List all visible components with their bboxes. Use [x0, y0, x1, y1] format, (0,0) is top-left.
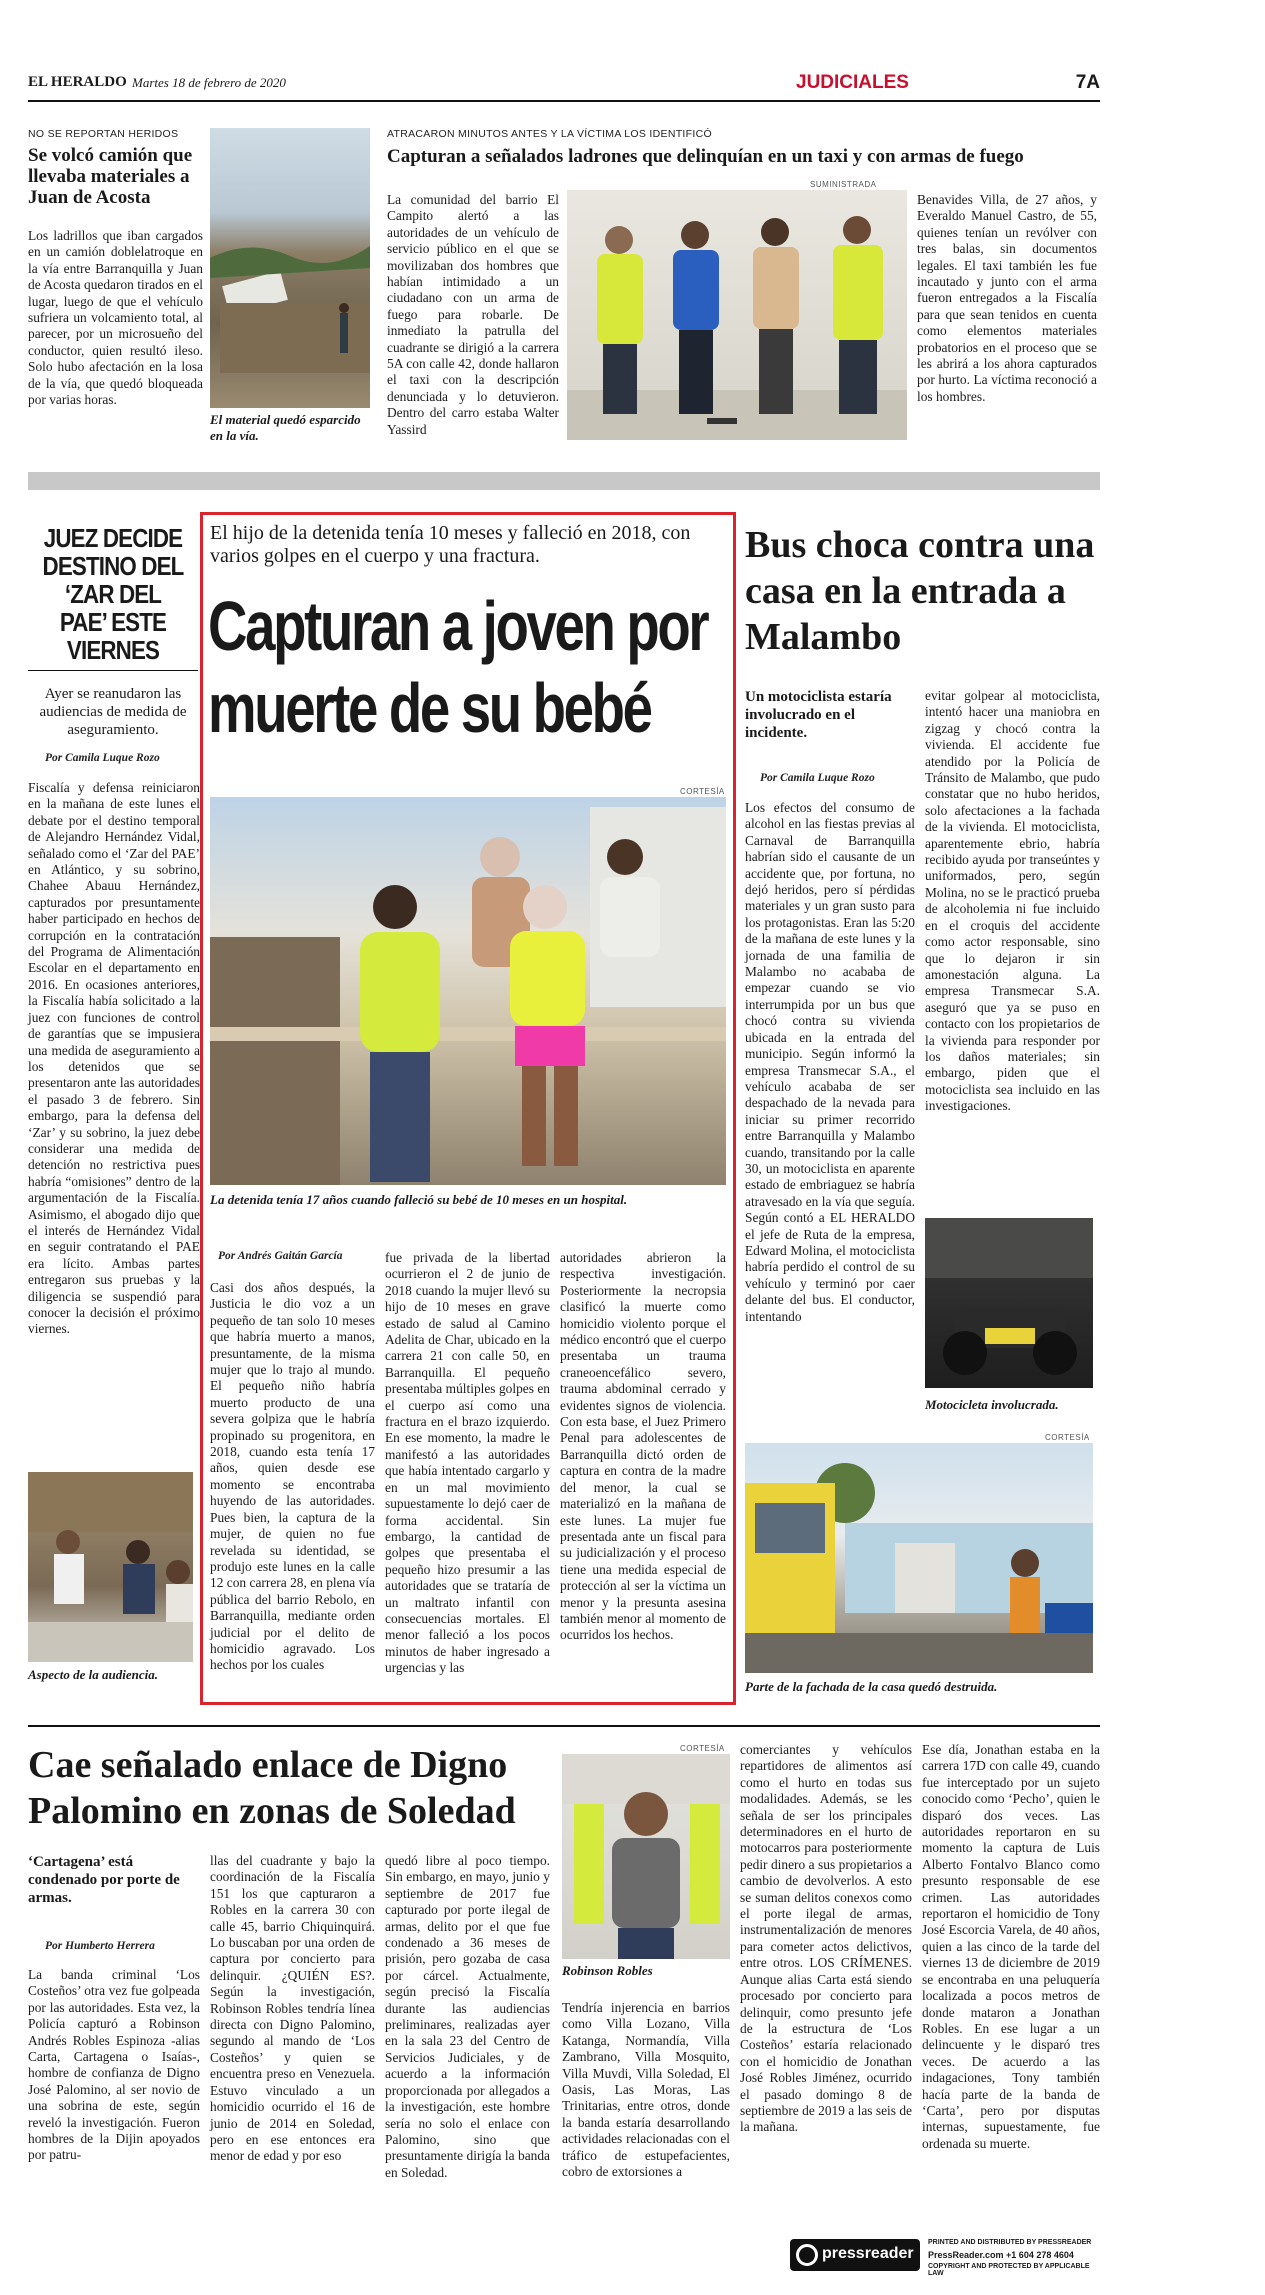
bebe-deck: El hijo de la detenida tenía 10 meses y falleció en 2018, con varios golpes en el cuerpo y una fractura. [210, 522, 691, 567]
footer-line-3: COPYRIGHT AND PROTECTED BY APPLICABLE LAW [928, 2263, 1090, 2277]
bus-deck: Un motociclista estaría involucrado en el incidente. [745, 689, 892, 741]
truck-kicker: NO SE REPORTAN HERIDOS [28, 128, 179, 140]
juez-caption: Aspecto de la audiencia. [28, 1667, 158, 1682]
bebe-photo-art [210, 797, 726, 1185]
taxi-kicker: ATRACARON MINUTOS ANTES Y LA VÍCTIMA LOS IDENTIFICÓ [387, 128, 712, 140]
taxi-photo-credit: SUMINISTRADA [810, 180, 877, 189]
bus-byline: Por Camila Luque Rozo [760, 772, 875, 784]
header-rule [28, 100, 1100, 102]
truck-headline: Se volcó camión que llevaba materiales a Juan de Acosta [28, 145, 193, 208]
issue-date: Martes 18 de febrero de 2020 [132, 75, 286, 90]
juez-rule [28, 670, 198, 671]
juez-headline: JUEZ DECIDE DESTINO DEL ‘ZAR DEL PAE’ ESTE VIERNES [42, 523, 184, 665]
bebe-byline: Por Andrés Gaitán García [218, 1250, 343, 1262]
pressreader-logo [790, 2239, 920, 2271]
palomino-col5: comerciantes y vehículos repartidores de alimentos así como el hurto en todas sus modalidades. Además, se les señala de ser los principales determinadores en el hurto de motocarros para posteriormente pedir dinero a sus propietarios a cambio de devolverlos. A esto se suman delitos conexos como el porte ilegal de armas, instrumentalización de menores para cometer actos delictivos, entre otros. LOS CRÍMENES. Aunque alias Carta está siendo procesado por concierto para delinquir, como presunto jefe de la estructura de ‘Los Costeños’ estaría relacionado con el homicidio de Jonathan José Robles Jiménez, ocurrido el pasado domingo 8 de septiembre de 2019 a las seis de la mañana. [740, 1742, 912, 2135]
palomino-photo-credit: CORTESÍA [680, 1744, 725, 1753]
palomino-col2: llas del cuadrante y bajo la coordinación de la Fiscalía 151 los que capturaron a Robles en la carrera 30 con calle 45, barrio Chiquinquirá. Lo buscaban por una orden de captura por concierto para delinquir. ¿QUIÉN ES?. Según la investigación, Robinson Robles tendría línea directa con Digno Palomino, segundo al mando de ‘Los Costeños’ y quien se encuentra preso en Venezuela. Estuvo vinculado a un homicidio ocurrido el 16 de junio de 2014 en Soledad, pero en ese entonces era menor de edad y por eso [210, 1853, 375, 2164]
bebe-col3: autoridades abrieron la respectiva investigación. Posteriormente la necropsia clasificó la muerte como homicidio violento porque el médico encontró que el cuerpo presentaba un trauma craneoencefálico severo, trauma abdominal cerrado y evidentes signos de violencia. Con esta base, el Juez Primero Penal para adolescentes de Barranquilla dictó orden de captura en contra de la madre del menor, la cual se materializó en la mañana de este lunes. La mujer fue presentada ante un fiscal para su judicialización y el proceso tiene una medida especial de protección al ser la víctima un menor y la presunta asesina también menor al momento de ocurridos los hechos. [560, 1250, 726, 1643]
juez-photo-art [28, 1472, 193, 1662]
bus-caption: Parte de la fachada de la casa quedó destruida. [745, 1679, 998, 1694]
taxi-headline: Capturan a señalados ladrones que delinquían en un taxi y con armas de fuego [387, 146, 1024, 167]
bebe-photo [210, 797, 726, 1185]
palomino-deck: ‘Cartagena’ está condenado por porte de armas. [28, 1854, 180, 1906]
taxi-body-right: Benavides Villa, de 27 años, y Everaldo Manuel Castro, de 55, quienes tenían un revólver con tres balas, sin documentos legales. El taxi también les fue incautado y junto con el arma fueron entregados a la Fiscalía para que sean tenidos en cuenta como elementos materiales probatorios en el proceso que se les abrirá a los ahora capturados por hurto. La víctima reconoció a los hombres. [917, 192, 1097, 404]
palomino-col4: Tendría injerencia en barrios como Villa Lozano, Villa Katanga, Normandía, Villa Zambrano, Villa Mosquito, Villa Muvdi, Villa Soledad, El Oasis, Las Moras, Las Trinitarias, entre otros, donde la banda estaría desarrollando actividades relacionadas con el tráfico de estupefacientes, cobro de extorsiones a [562, 2000, 730, 2180]
taxi-body-left: La comunidad del barrio El Campito alertó a las autoridades de un vehículo de servicio público en el que se movilizaban dos hombres que habían intimidado a un ciudadano con un arma de fuego para robarle. De inmediato la patrulla del cuadrante se dirigió a la carrera 5A con calle 42, donde hallaron el taxi con la descripción denunciada y lo detuvieron. Dentro del carro estaba Walter Yassird [387, 192, 559, 437]
pressreader-icon [796, 2244, 818, 2266]
bus-photo-art [745, 1443, 1093, 1673]
bus-headline: Bus choca contra una casa en la entrada a Malambo [745, 524, 1095, 658]
section-name: JUDICIALES [796, 72, 909, 93]
bebe-photo-credit: CORTESÍA [680, 787, 725, 796]
juez-deck: Ayer se reanudaron las audiencias de medida de aseguramiento. [39, 686, 187, 738]
moto-caption: Motocicleta involucrada. [925, 1397, 1059, 1412]
truck-photo-art [210, 128, 370, 408]
taxi-photo-art [567, 190, 907, 440]
truck-caption: El material quedó esparcido en la vía. [210, 412, 361, 443]
bus-col2: evitar golpear al motociclista, intentó hacer una maniobra en zigzag y chocó contra la vivienda. El accidente fue atendido por la Policía de Tránsito de Malambo, que pudo constatar que no hubo heridos, solo afectaciones a la fachada de la vivienda. El motociclista, aparentemente ebrio, habría recibido ayuda por transeúntes y uniformados, pero, según Molina, no se le practicó prueba de alcoholemia ni fue incluido en el croquis del accidente como actor responsable, sino que lo dejaron ir sin amonestación alguna. La empresa Transmecar S.A. aseguró que ya se puso en contacto con los propietarios de la vivienda para responder por los daños materiales; sin embargo, piden que el motociclista sea incluido en las investigaciones. [925, 688, 1100, 1114]
bebe-col1: Casi dos años después, la Justicia le dio voz a un pequeño de tan solo 10 meses que habría muerto a manos, presuntamente, de la misma mujer que lo trajo al mundo. El pequeño niño habría muerto producto de una severa golpiza que le habría propinado su progenitora, en 2018, cuando esta tenía 17 años, quien desde ese momento se encontraba huyendo de las autoridades. Pues bien, la captura de la mujer, de quien no fue revelada su identidad, se produjo este lunes en la calle 12 con carrera 28, en plena vía pública del barrio Rebolo, en Barranquilla, mediante orden judicial por el delito de homicidio agravado. Los hechos por los cuales [210, 1280, 375, 1673]
taxi-photo [567, 190, 907, 440]
section-divider [28, 472, 1100, 490]
palomino-photo-caption: Robinson Robles [562, 1963, 653, 1978]
bus-photo [745, 1443, 1093, 1673]
palomino-headline: Cae señalado enlace de Digno Palomino en zonas de Soledad [28, 1744, 516, 1832]
page-header [28, 72, 1100, 96]
palomino-byline: Por Humberto Herrera [45, 1940, 155, 1952]
juez-body: Fiscalía y defensa reiniciaron en la mañana de este lunes el debate por el destino temporal de Alejandro Hernández Vidal, señalado como el ‘Zar del PAE’ en Atlántico, y su sobrino, Chahee Abauu Hernández, capturados por presuntamente haber participado en hechos de corrupción en la contratación del Programa de Alimentación Escolar en el departamento en 2016. En ocasiones anteriores, la Fiscalía había solicitado a la juez con funciones de control de garantías que se impusiera una medida de aseguramiento a los detenidos que se presentaron ante las autoridades el pasado 3 de febrero. Sin embargo, para la defensa del ‘Zar’ y su sobrino, la juez debe considerar una medida de detención no restrictiva pues habría “omisiones” dentro de la argumentación de la Fiscalía. Asimismo, el abogado dijo que el interés de Hernández Vidal en seguir contratando el PAE era lícito. Ambas partes entregaron sus pruebas y la diligencia se suspendió para conocer la decisión el próximo viernes. [28, 780, 200, 1337]
bus-photo-credit: CORTESÍA [1045, 1433, 1090, 1442]
bebe-caption: La detenida tenía 17 años cuando falleció su bebé de 10 meses en un hospital. [210, 1192, 628, 1207]
juez-byline: Por Camila Luque Rozo [45, 752, 160, 764]
moto-photo [925, 1218, 1093, 1388]
palomino-col6: Ese día, Jonathan estaba en la carrera 17D con calle 49, cuando fue interceptado por un sujeto conocido como ‘Pecho’, quien le disparó dos veces. Las autoridades reportaron en su momento la captura de Luis Alberto Fontalvo Blanco como presunto responsable de ese crimen. Las autoridades reportaron el homicidio de Tony José Escorcia Varela, de 40 años, quien a las cinco de la tarde del viernes 13 de diciembre de 2019 se encontraba en una peluquería localizada a pocos metros de donde mataron a Jonathan Robles. En ese lugar a un delincuente y le disparó tres veces. De acuerdo a las indagaciones, Tony también hacía parte de la banda de ‘Carta’, pero por disputas internas, supuestamente, fue ordenada su muerte. [922, 1742, 1100, 2151]
pressreader-brand: pressreader [822, 2245, 914, 2262]
pressreader-footer [790, 2235, 1100, 2275]
moto-photo-art [925, 1218, 1093, 1388]
truck-photo [210, 128, 370, 408]
palomino-photo [562, 1754, 730, 1959]
palomino-col1: La banda criminal ‘Los Costeños’ otra vez fue golpeada por las autoridades. Esta vez, la Policía capturó a Robinson Andrés Robles Espinoza -alias Carta, Cartagena o Isaías-, hombre de confianza de Digno José Palomino, al ser novio de una sobrina de este, según reveló la investigación. Fueron hombres de la Dijin apoyados por patru- [28, 1967, 200, 2163]
palomino-photo-art [562, 1754, 730, 1959]
juez-photo [28, 1472, 193, 1662]
page-number: 7A [1075, 72, 1100, 93]
bus-col1: Los efectos del consumo de alcohol en las fiestas previas al Carnaval de Barranquilla habrían sido el causante de un accidente que, por fortuna, no dejó heridos, pero sí pérdidas materiales y un gran susto para los protagonistas. Eran las 5:20 de la mañana de este lunes y la jornada de una familia de Malambo no acababa de empezar cuando se vio interrumpida por un bus que chocó contra su vivienda ubicada en la entrada del municipio. Según informó la empresa Transmecar S.A., el vehículo acababa de ser despachado de la nevada para iniciar su primer recorrido entre Barranquilla y Malambo cuando, transitando por la calle 30, un motociclista en aparente estado de embriaguez se habría atravesado en la vía que seguía. Según contó a EL HERALDO el jefe de Ruta de la empresa, Edward Molina, el motociclista habría perdido el control de su vehículo y terminó por caer delante del bus. El conductor, intentando [745, 800, 915, 1324]
footer-line-2: PressReader.com +1 604 278 4604 [928, 2250, 1074, 2260]
bebe-col2: fue privada de la libertad ocurrieron el 2 de junio de 2018 cuando la mujer llevó su hijo de 10 meses en grave estado de salud al Camino Adelita de Char, ubicado en la carrera 21 con calle 50, en Barranquilla. El pequeño presentaba múltiples golpes en el cuerpo así como una fractura en el brazo izquierdo. En ese momento, la madre le manifestó a las autoridades que había intentado cargarlo y en un mal movimiento supuestamente lo dejó caer de forma accidental. Sin embargo, la cantidad de golpes que presentaba el pequeño hizo presumir a las autoridades que se trataría de un maltrato infantil con consecuencias mortales. El menor falleció a los pocos minutos de haber ingresado a urgencias y las [385, 1250, 550, 1676]
paper-name: EL HERALDO [28, 74, 127, 90]
bottom-section-rule [28, 1725, 1100, 1727]
bebe-headline: Capturan a joven por muerte de su bebé [208, 587, 708, 747]
truck-body: Los ladrillos que iban cargados en un camión doblelatroque en la vía entre Barranquilla y Juan de Acosta quedaron tirados en el lugar, luego de que el vehículo sufriera un volcamiento total, al parecer, por un microsueño del conductor, quien resultó ileso. Solo hubo afectación en la losa de la vía, que quedó bloqueada por varias horas. [28, 228, 203, 408]
footer-line-1: PRINTED AND DISTRIBUTED BY PRESSREADER [928, 2239, 1092, 2246]
palomino-col3: quedó libre al poco tiempo. Sin embargo, en mayo, junio y septiembre de 2017 fue capturado por porte ilegal de armas, delito por el que fue condenado a 36 meses de prisión, pero gozaba de casa por cárcel. Actualmente, según precisó la Fiscalía durante las audiencias preliminares, realizadas ayer en la sala 23 del Centro de Servicios Judiciales, y de acuerdo a la información proporcionada por allegados a la investigación, este hombre sería no solo el enlace con Palomino, sino que presuntamente dirigía la banda en Soledad. [385, 1853, 550, 2180]
